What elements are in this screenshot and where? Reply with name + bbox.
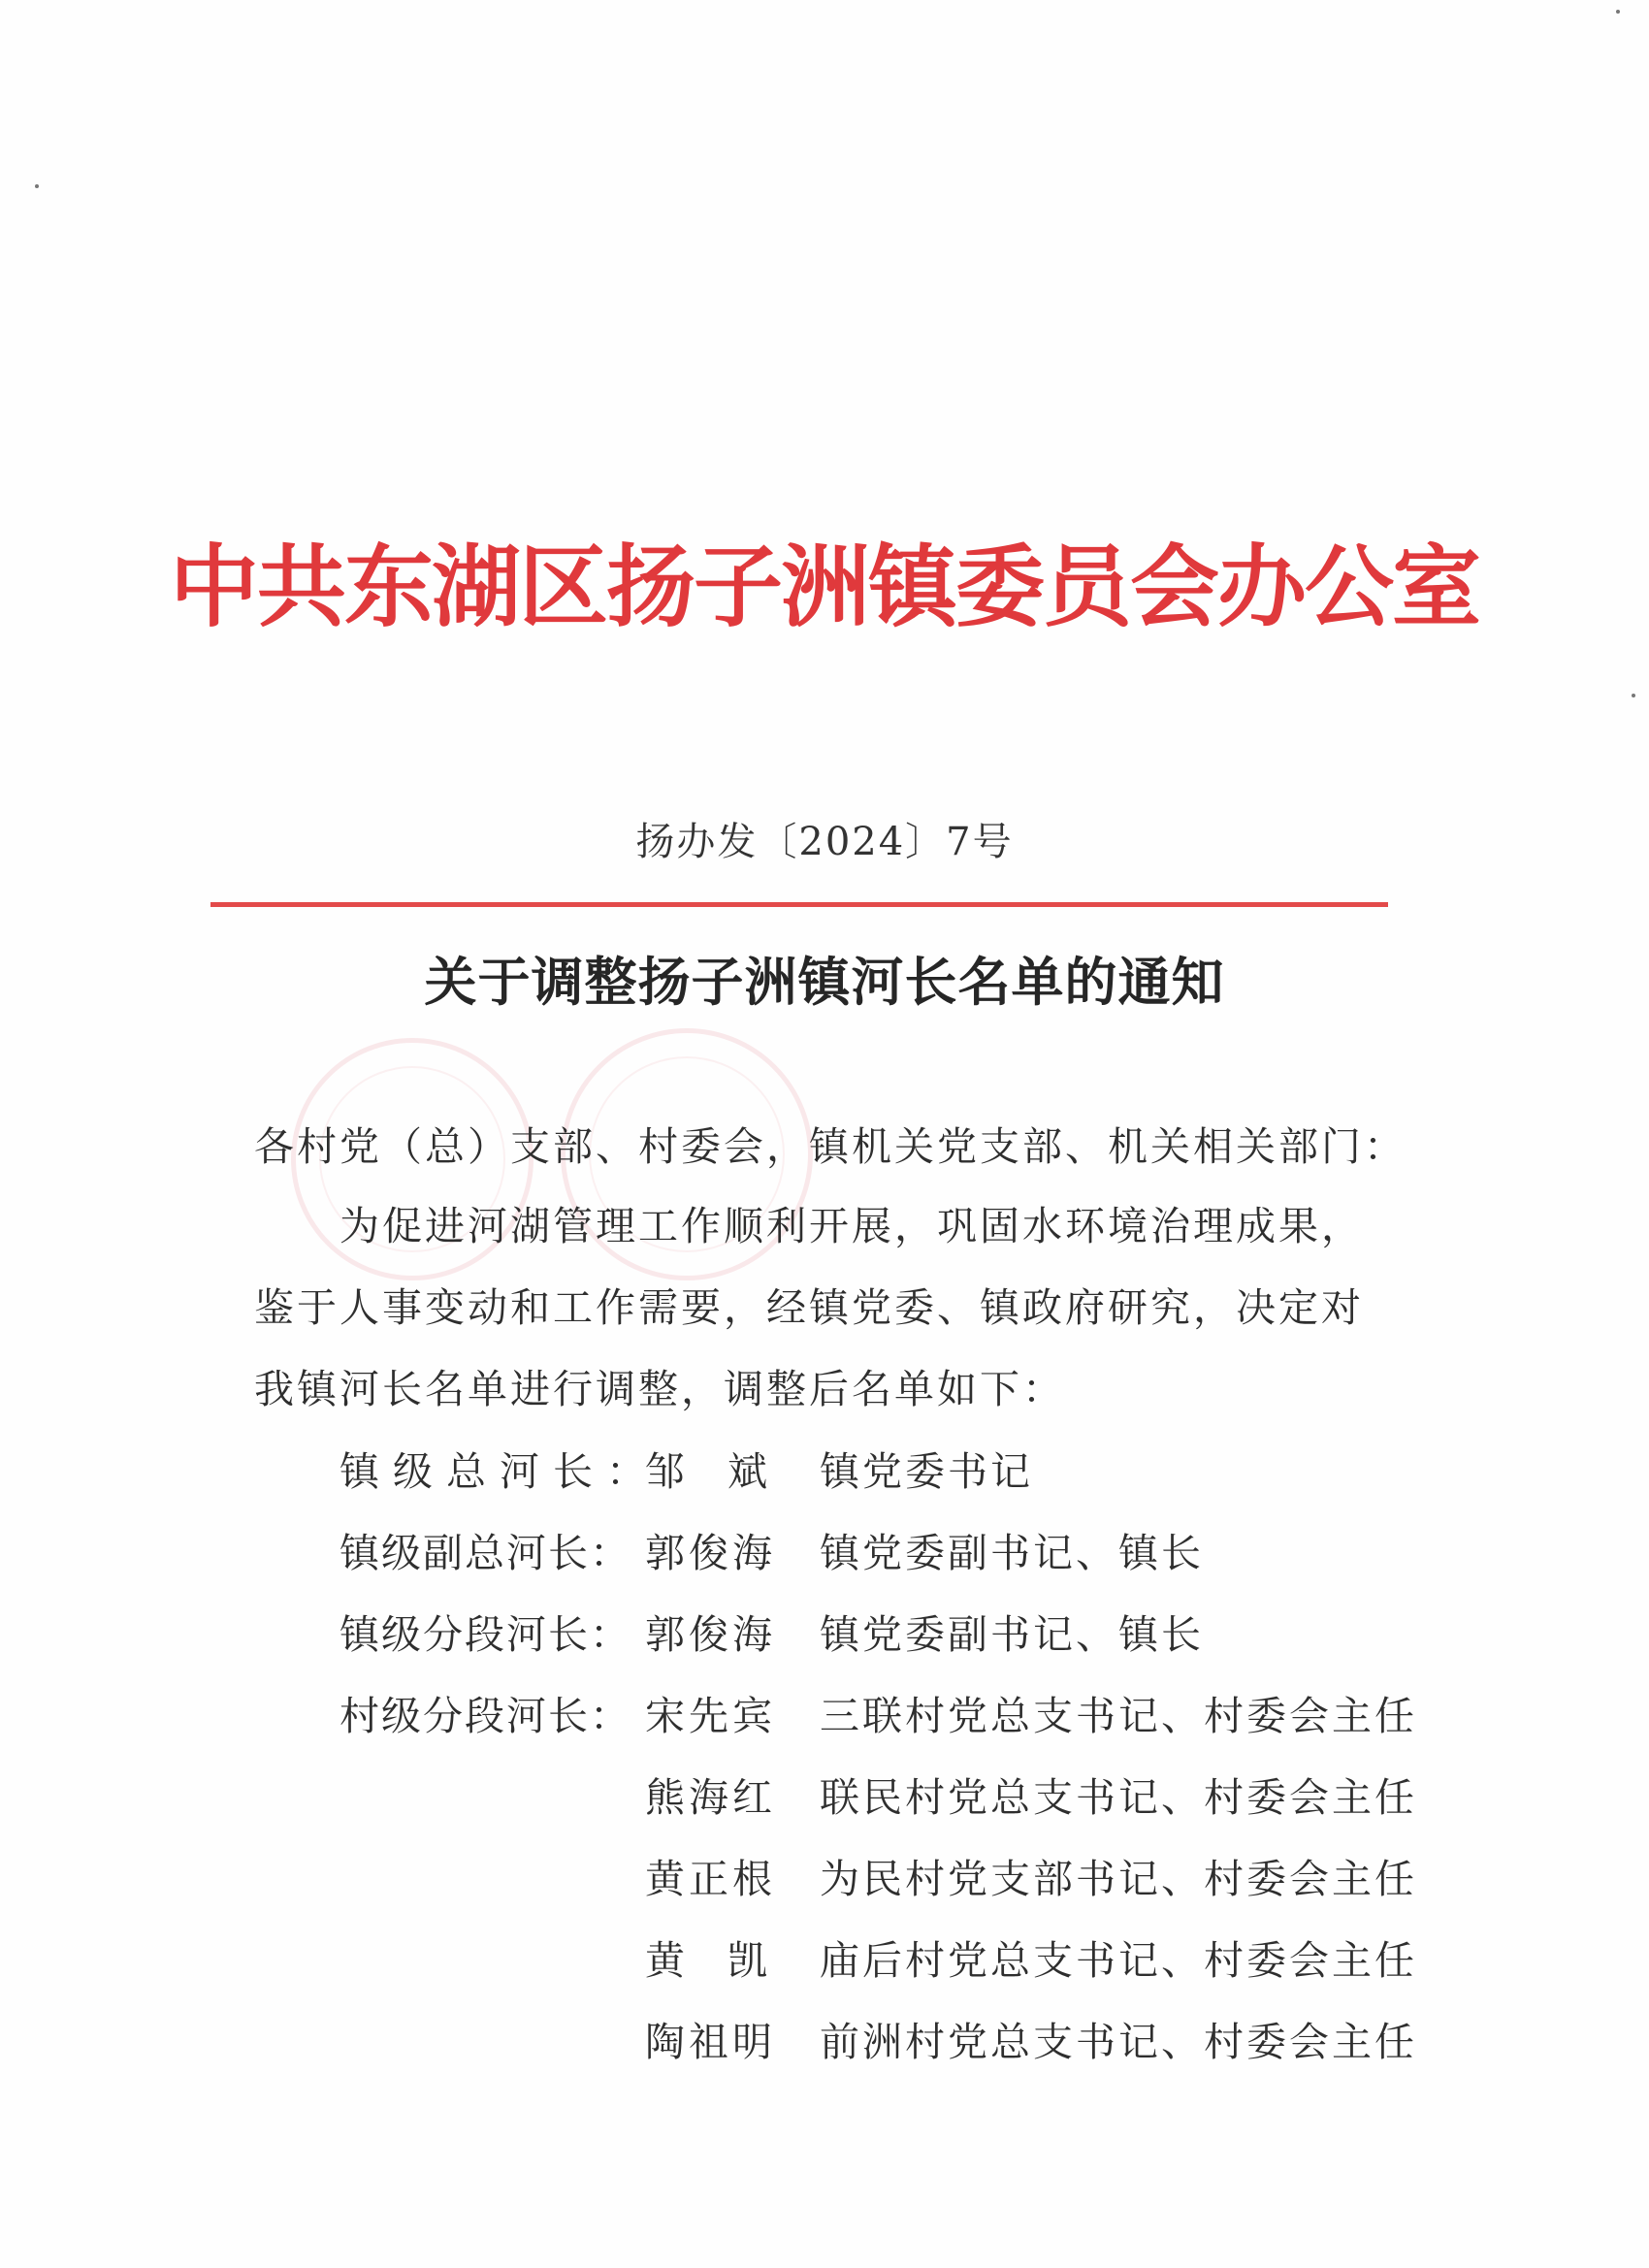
scan-speck: [1632, 694, 1635, 697]
roster-name: 邹斌: [645, 1448, 810, 1495]
issuing-office-title: 中共东湖区扬子洲镇委员会办公室: [169, 535, 1479, 639]
roster-title: 镇党委书记: [820, 1448, 1033, 1495]
roster-name: 陶祖明: [645, 2019, 776, 2065]
roster-name: 黄凯: [645, 1937, 810, 1984]
roster-role: 镇级总河长：: [340, 1448, 660, 1495]
roster-title: 镇党委副书记、镇长: [820, 1611, 1204, 1658]
roster-role: 村级分段河长：: [340, 1693, 631, 1739]
roster-title: 联民村党总支书记、村委会主任: [820, 1774, 1417, 1821]
roster-name: 黄正根: [645, 1856, 776, 1902]
document-number: 扬办发〔2024〕7号: [635, 820, 1014, 864]
roster-title: 镇党委副书记、镇长: [820, 1530, 1204, 1576]
paragraph-line: 为促进河湖管理工作顺利开展，巩固水环境治理成果，: [340, 1203, 1364, 1249]
red-separator-line: [210, 902, 1388, 907]
roster-name: 宋先宾: [645, 1693, 776, 1739]
roster-name: 郭俊海: [645, 1530, 776, 1576]
paragraph-line: 我镇河长名单进行调整，调整后名单如下：: [254, 1366, 1065, 1412]
paragraph-line: 鉴于人事变动和工作需要，经镇党委、镇政府研究，决定对: [254, 1284, 1364, 1331]
notice-title: 关于调整扬子洲镇河长名单的通知: [424, 951, 1225, 1013]
roster-title: 庙后村党总支书记、村委会主任: [820, 1937, 1417, 1984]
roster-role: 镇级分段河长：: [340, 1611, 631, 1658]
scan-speck: [35, 184, 39, 188]
roster-title: 前洲村党总支书记、村委会主任: [820, 2019, 1417, 2065]
roster-title: 三联村党总支书记、村委会主任: [820, 1693, 1417, 1739]
roster-role: 镇级副总河长：: [340, 1530, 631, 1576]
salutation: 各村党（总）支部、村委会，镇机关党支部、机关相关部门：: [254, 1123, 1406, 1170]
roster-name: 熊海红: [645, 1774, 776, 1821]
roster-title: 为民村党支部书记、村委会主任: [820, 1856, 1417, 1902]
scan-speck: [1616, 10, 1620, 14]
roster-name: 郭俊海: [645, 1611, 776, 1658]
